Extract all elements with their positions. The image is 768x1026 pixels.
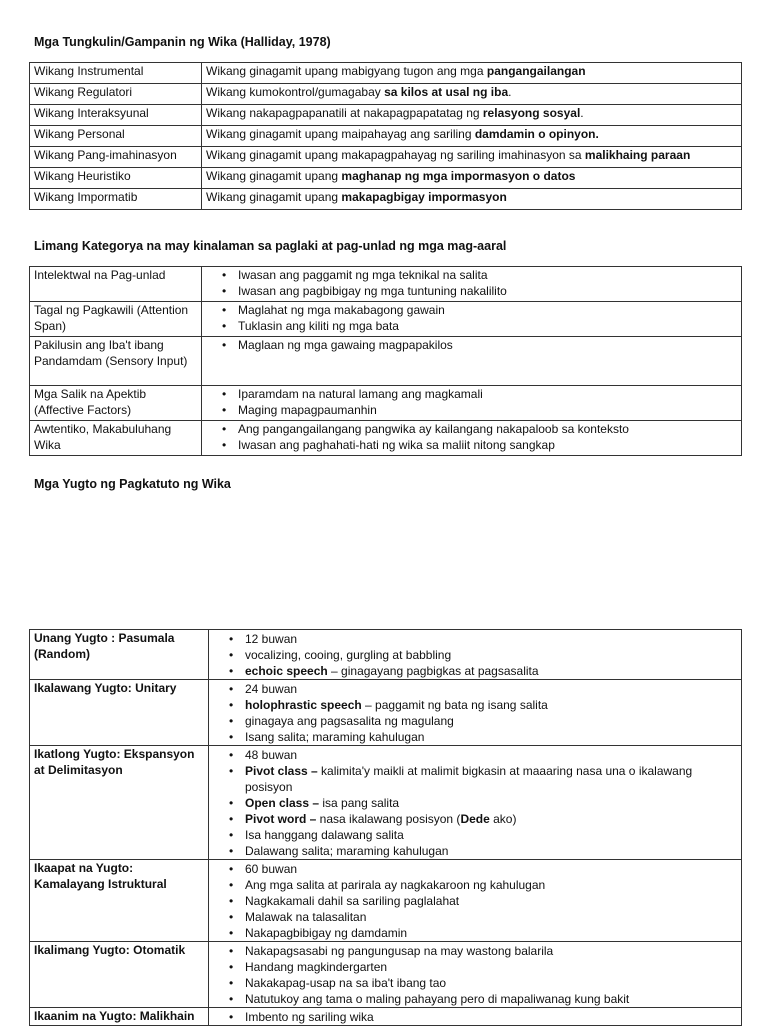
detail-text: 48 buwan: [245, 748, 298, 762]
description-text: Wikang kumokontrol/gumagabay: [206, 85, 385, 99]
stage-details: [209, 942, 742, 1008]
function-name: Wikang Personal: [30, 126, 202, 147]
stage-details: [209, 630, 742, 680]
function-description: [202, 126, 742, 147]
tip-item: • Maging mapagpaumanhin: [238, 403, 737, 419]
detail-item: [245, 959, 737, 975]
detail-text: Ang mga salita at parirala ay nagkakaroon ng kahulugan: [245, 878, 546, 892]
detail-text: Isa hanggang dalawang salita: [245, 828, 404, 842]
functions-table: [29, 62, 742, 210]
function-description: [202, 189, 742, 210]
detail-text: Malawak na talasalitan: [245, 910, 367, 924]
detail-item: [245, 697, 737, 713]
function-row: [30, 126, 742, 147]
stage-details: [209, 860, 742, 942]
function-name: Wikang Instrumental: [30, 63, 202, 84]
detail-item: [245, 893, 737, 909]
detail-text: Imbento ng sariling wika: [245, 1010, 374, 1024]
function-row: [30, 105, 742, 126]
detail-text: 12 buwan: [245, 632, 298, 646]
stage-name: Ikaanim na Yugto: Malikhain: [30, 1008, 209, 1026]
detail-item: [245, 943, 737, 959]
stages-table: [29, 629, 742, 1026]
details-list: [213, 943, 737, 1007]
category-row: [30, 421, 742, 456]
category-name: Pakilusin ang Iba't ibang Pandamdam (Sensory Input): [30, 337, 202, 386]
details-list: [213, 1009, 737, 1025]
detail-item: [245, 681, 737, 697]
tips-list: [206, 338, 737, 354]
function-row: [30, 84, 742, 105]
details-list: [213, 631, 737, 679]
description-emphasis: damdamin o opinyon.: [474, 127, 599, 141]
detail-item: [245, 763, 737, 795]
description-emphasis: sa kilos at usal ng iba: [384, 85, 509, 99]
detail-term: holophrastic speech: [245, 698, 362, 712]
tip-item: • Iwasan ang paggamit ng mga teknikal na salita: [238, 268, 737, 284]
category-row: [30, 386, 742, 421]
category-tips: [202, 421, 742, 456]
tip-item: • Maglahat ng mga makabagong gawain: [238, 303, 737, 319]
stage-row: [30, 860, 742, 942]
function-name: Wikang Heuristiko: [30, 168, 202, 189]
stage-name: Ikatlong Yugto: Ekspansyon at Delimitasyon: [30, 746, 209, 860]
detail-item: [245, 647, 737, 663]
tip-item: • Iparamdam na natural lamang ang magkamali: [238, 387, 737, 403]
detail-text: – ginagayang pagbigkas at pagsasalita: [327, 664, 539, 678]
description-emphasis: pangangailangan: [486, 64, 586, 78]
tip-item: • Iwasan ang pagbibigay ng mga tuntuning nakalilito: [238, 284, 737, 300]
detail-item: [245, 747, 737, 763]
detail-text: isa pang salita: [319, 796, 400, 810]
detail-text: nasa ikalawang posisyon (: [316, 812, 461, 826]
description-text: Wikang ginagamit upang mabigyang tugon ang mga: [206, 64, 487, 78]
detail-text: Isang salita; maraming kahulugan: [245, 730, 425, 744]
description-text: Wikang ginagamit upang: [206, 190, 342, 204]
detail-term: Pivot class –: [245, 764, 318, 778]
detail-item: [245, 843, 737, 859]
detail-item: [245, 861, 737, 877]
tip-item: • Tuklasin ang kiliti ng mga bata: [238, 319, 737, 335]
category-name: Tagal ng Pagkawili (Attention Span): [30, 302, 202, 337]
category-name: Intelektwal na Pag-unlad: [30, 267, 202, 302]
category-row: [30, 337, 742, 386]
detail-text: Nakakapag-usap na sa iba't ibang tao: [245, 976, 447, 990]
function-name: Wikang Regulatori: [30, 84, 202, 105]
category-tips: [202, 302, 742, 337]
function-name: Wikang Pang-imahinasyon: [30, 147, 202, 168]
stage-details: [209, 746, 742, 860]
detail-item: [245, 991, 737, 1007]
details-list: [213, 861, 737, 941]
detail-item: [245, 975, 737, 991]
description-emphasis: relasyong sosyal: [482, 106, 581, 120]
stage-row: [30, 942, 742, 1008]
detail-text: – paggamit ng bata ng isang salita: [361, 698, 548, 712]
description-end: .: [508, 85, 512, 99]
detail-text: Nakapagbibigay ng damdamin: [245, 926, 408, 940]
stage-name: Ikalawang Yugto: Unitary: [30, 680, 209, 746]
description-text: Wikang nakapagpapanatili at nakapagpapatatag ng: [206, 106, 483, 120]
function-row: [30, 189, 742, 210]
detail-item: [245, 713, 737, 729]
function-row: [30, 168, 742, 189]
detail-text: Nagkakamali dahil sa sariling paglalahat: [245, 894, 460, 908]
tips-list: [206, 387, 737, 418]
stage-row: [30, 746, 742, 860]
function-name: Wikang Impormatib: [30, 189, 202, 210]
stage-row: [30, 630, 742, 680]
detail-text: Nakapagsasabi ng pangungusap na may wastong balarila: [245, 944, 554, 958]
description-text: Wikang ginagamit upang makapagpahayag ng sariling imahinasyon sa: [206, 148, 585, 162]
category-tips: [202, 386, 742, 421]
detail-item: [245, 909, 737, 925]
detail-text-2: ako): [489, 812, 517, 826]
stage-details: [209, 680, 742, 746]
function-row: [30, 147, 742, 168]
function-description: [202, 105, 742, 126]
categories-table: [29, 266, 742, 456]
detail-item: [245, 729, 737, 745]
category-tips: [202, 337, 742, 386]
description-text: Wikang ginagamit upang: [206, 169, 342, 183]
detail-item: [245, 631, 737, 647]
detail-item: [245, 663, 737, 679]
function-description: [202, 63, 742, 84]
function-description: [202, 147, 742, 168]
stage-details: [209, 1008, 742, 1026]
tips-list: [206, 303, 737, 334]
description-end: .: [580, 106, 584, 120]
category-tips: [202, 267, 742, 302]
detail-item: [245, 877, 737, 893]
function-name: Wikang Interaksyunal: [30, 105, 202, 126]
detail-text: kalimita'y maikli at malimit bigkasin at maaaring nasa una o ikalawang posisyon: [245, 764, 693, 794]
tip-item: • Maglaan ng mga gawaing magpapakilos: [238, 338, 737, 354]
stage-name: Ikaapat na Yugto: Kamalayang Istruktural: [30, 860, 209, 942]
stage-row: [30, 680, 742, 746]
detail-text: Natutukoy ang tama o maling pahayang pero di mapaliwanag kung bakit: [245, 992, 630, 1006]
tip-item: • Ang pangangailangang pangwika ay kailangang nakapaloob sa konteksto: [238, 422, 737, 438]
function-row: [30, 63, 742, 84]
tips-list: [206, 422, 737, 453]
section1-heading: Mga Tungkulin/Gampanin ng Wika (Halliday, 1978): [34, 35, 331, 49]
description-emphasis: makapagbigay impormasyon: [341, 190, 507, 204]
detail-term-2: Dede: [460, 812, 490, 826]
description-emphasis: maghanap ng mga impormasyon o datos: [341, 169, 576, 183]
detail-text: ginagaya ang pagsasalita ng magulang: [245, 714, 454, 728]
detail-item: [245, 827, 737, 843]
category-name: Mga Salik na Apektib (Affective Factors): [30, 386, 202, 421]
category-row: [30, 302, 742, 337]
detail-term: Pivot word –: [245, 812, 317, 826]
description-text: Wikang ginagamit upang maipahayag ang sariling: [206, 127, 475, 141]
category-name: Awtentiko, Makabuluhang Wika: [30, 421, 202, 456]
category-row: [30, 267, 742, 302]
detail-item: [245, 811, 737, 827]
tip-item: • Iwasan ang paghahati-hati ng wika sa maliit nitong sangkap: [238, 438, 737, 454]
detail-text: vocalizing, cooing, gurgling at babbling: [245, 648, 452, 662]
detail-term: echoic speech: [245, 664, 328, 678]
tips-list: [206, 268, 737, 299]
stage-row: [30, 1008, 742, 1026]
stage-name: Unang Yugto : Pasumala (Random): [30, 630, 209, 680]
function-description: [202, 168, 742, 189]
detail-text: 24 buwan: [245, 682, 298, 696]
stage-name: Ikalimang Yugto: Otomatik: [30, 942, 209, 1008]
detail-item: [245, 1009, 737, 1025]
description-emphasis: malikhaing paraan: [584, 148, 691, 162]
section3-heading: Mga Yugto ng Pagkatuto ng Wika: [34, 477, 231, 491]
detail-item: [245, 925, 737, 941]
detail-term: Open class –: [245, 796, 320, 810]
detail-text: 60 buwan: [245, 862, 298, 876]
section2-heading: Limang Kategorya na may kinalaman sa paglaki at pag-unlad ng mga mag-aaral: [34, 239, 507, 253]
details-list: [213, 747, 737, 859]
detail-text: Handang magkindergarten: [245, 960, 388, 974]
detail-item: [245, 795, 737, 811]
detail-text: Dalawang salita; maraming kahulugan: [245, 844, 449, 858]
details-list: [213, 681, 737, 745]
function-description: [202, 84, 742, 105]
